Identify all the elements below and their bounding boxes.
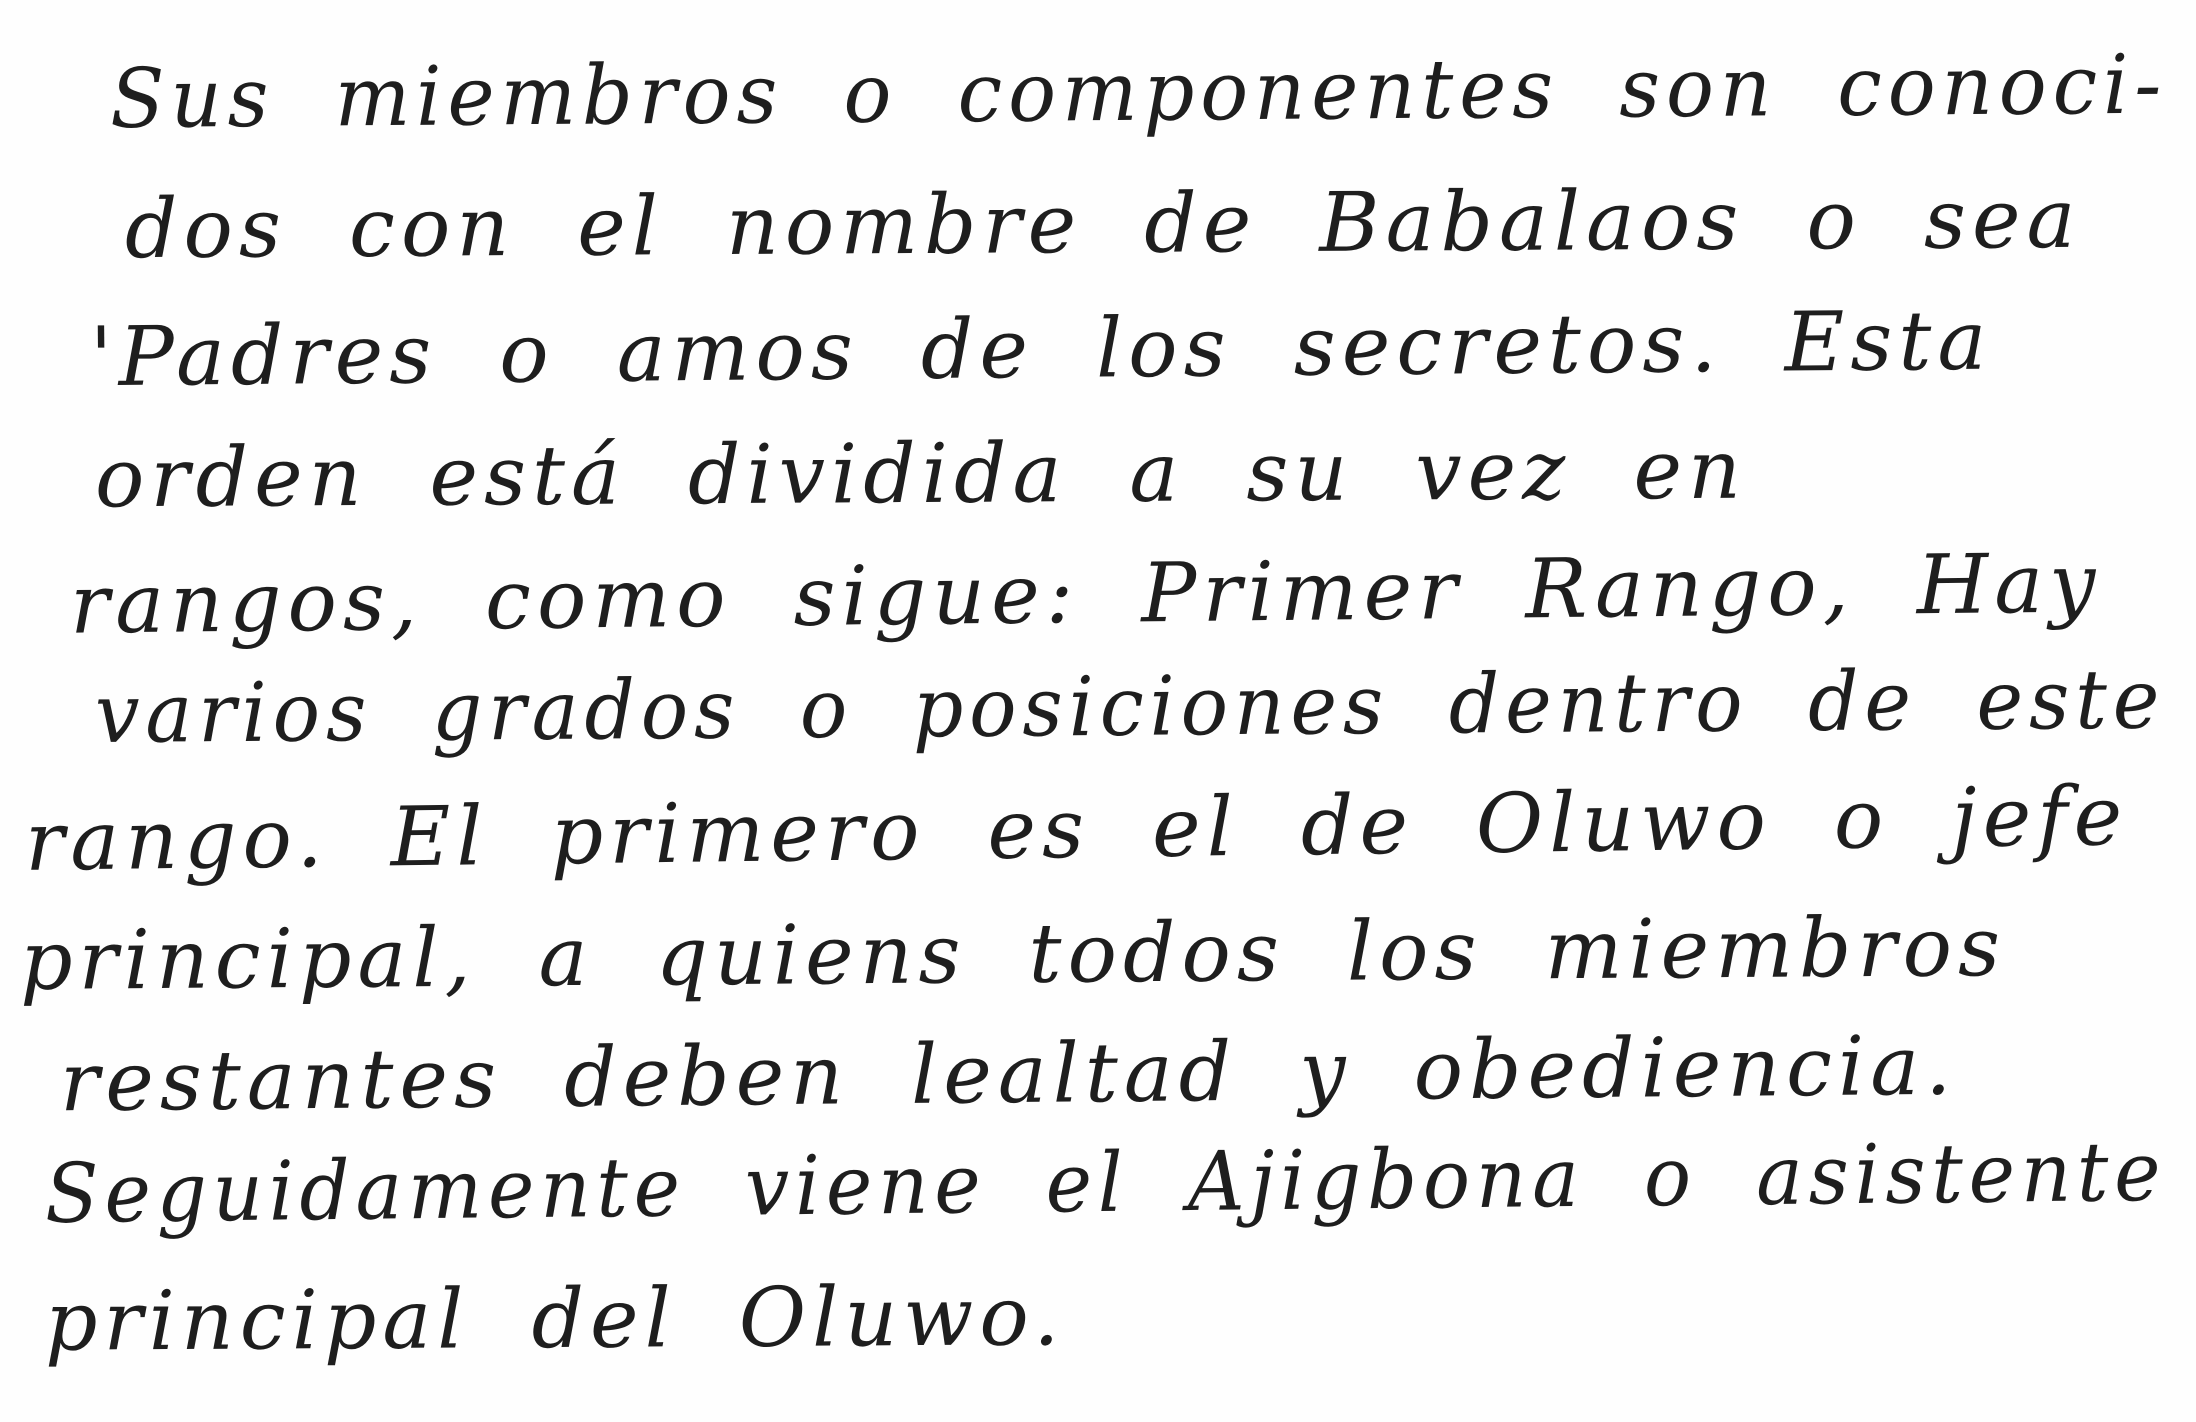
text-line: varios grados o posiciones dentro de este: [94, 652, 2166, 762]
text-line: 'Padres o amos de los secretos. Esta: [89, 293, 1993, 406]
text-line: Sus miembros o componentes son conoci-: [109, 37, 2168, 147]
text-line: rango. El primero es el de Oluwo o jefe: [24, 769, 2129, 890]
text-line: restantes deben lealtad y obediencia.: [59, 1018, 1958, 1131]
text-line: principal, a quiens todos los miembros: [19, 900, 2007, 1009]
text-line: orden está dividida a su vez en: [94, 422, 1748, 527]
text-line: principal del Oluwo.: [44, 1269, 1066, 1370]
text-line: Seguidamente viene el Ajigbona o asistente: [44, 1124, 2167, 1242]
text-line: dos con el nombre de Babalaos o sea: [124, 171, 2082, 278]
text-line: rangos, como sigue: Primer Rango, Hay: [69, 536, 2102, 653]
